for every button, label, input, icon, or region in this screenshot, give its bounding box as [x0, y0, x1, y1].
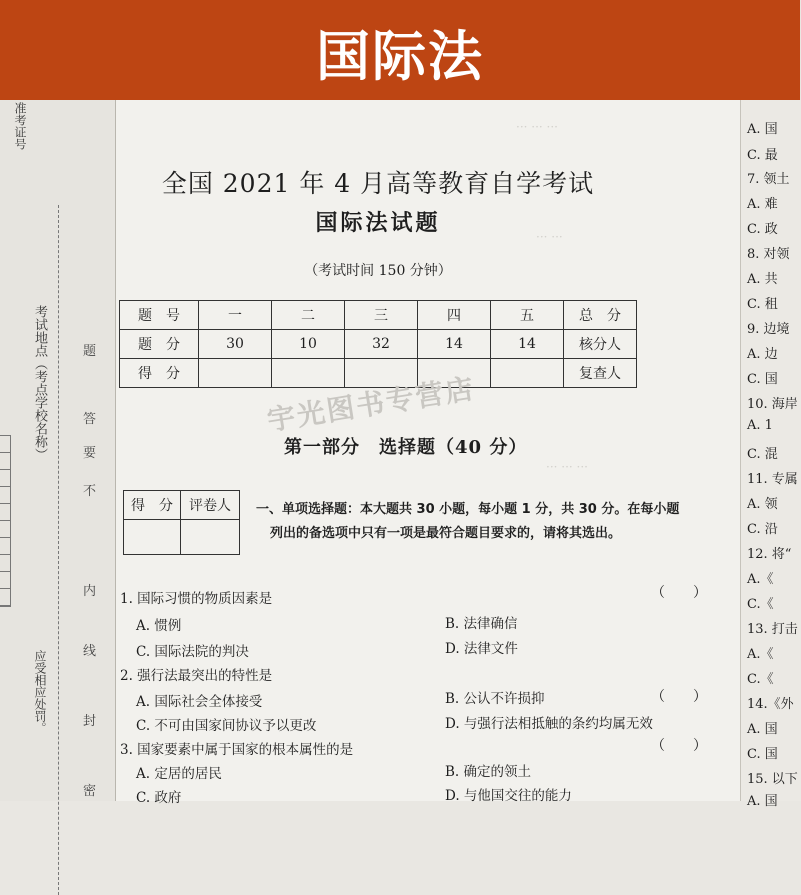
right-column-line: C.《: [747, 672, 774, 687]
right-column-line: 14.《外: [747, 697, 794, 712]
section-number: 三: [345, 301, 418, 330]
notice-word: 内: [83, 584, 97, 599]
score-cell: [199, 359, 272, 388]
option-a: A. 定居的居民: [136, 766, 222, 782]
right-column-line: A. 国: [747, 122, 778, 137]
bleed-through-text: ··· ··· ···: [546, 460, 588, 474]
option-d: D. 与强行法相抵触的条约均属无效: [445, 716, 653, 732]
right-column-line: 9. 边境: [747, 322, 790, 337]
instructions-line: 一、单项选择题：本大题共 30 小题，每小题 1 分，共 30 分。在每小题: [256, 502, 680, 517]
question-stem: 1. 国际习惯的物质因素是: [120, 591, 273, 607]
right-column-line: C. 政: [747, 222, 778, 237]
exam-page: [116, 100, 740, 806]
notice-word: 题: [83, 344, 97, 359]
exam-duration: （考试时间 150 分钟）: [304, 263, 452, 279]
section-number: 二: [272, 301, 345, 330]
right-column-line: A. 难: [747, 197, 778, 212]
seal-line: [58, 205, 59, 895]
right-column-line: A. 共: [747, 272, 778, 287]
penalty-note: 应受相应处罚。: [33, 650, 47, 734]
section-number: 一: [199, 301, 272, 330]
exam-title: 全国 2021 年 4 月高等教育自学考试: [161, 169, 595, 198]
exam-location-label: 考试地点（考点学校名称）: [32, 305, 47, 461]
section-number: 五: [491, 301, 564, 330]
option-d: D. 法律文件: [445, 641, 518, 657]
option-a: A. 国际社会全体接受: [136, 694, 263, 710]
right-column-line: A. 1: [747, 418, 773, 433]
right-column-line: C. 沿: [747, 522, 778, 537]
section-points: 14: [418, 330, 491, 359]
right-column-line: 10. 海岸: [747, 397, 798, 412]
bleed-through-text: ··· ···: [536, 230, 563, 244]
banner: [0, 0, 800, 100]
score-cell: [272, 359, 345, 388]
right-column-line: 8. 对领: [747, 247, 790, 262]
section-points: 10: [272, 330, 345, 359]
watermark: 宇光图书专营店: [264, 371, 478, 438]
section-points: 14: [491, 330, 564, 359]
right-column-line: A. 国: [747, 722, 778, 737]
checker-label: 核分人: [564, 330, 637, 359]
option-b: B. 公认不许损抑: [445, 691, 545, 707]
total-label: 总 分: [564, 301, 637, 330]
question-stem: 2. 强行法最突出的特性是: [120, 668, 273, 684]
option-c: C. 政府: [136, 790, 182, 806]
grader-cell: [181, 520, 240, 555]
next-page-column: [740, 100, 801, 809]
right-column-line: A. 边: [747, 347, 778, 362]
section-instructions: [256, 498, 726, 546]
score-table: [119, 300, 637, 388]
answer-blank: （ ）: [651, 738, 707, 754]
right-column-line: 12. 将“: [747, 547, 792, 562]
notice-word: 要: [83, 446, 97, 461]
option-d: D. 与他国交往的能力: [445, 788, 572, 804]
grader-box: [123, 490, 240, 555]
candidate-number-boxes: [0, 435, 11, 607]
right-column-line: C. 国: [747, 747, 778, 762]
notice-word: 不: [83, 484, 97, 499]
option-c: C. 国际法院的判决: [136, 644, 249, 660]
reviewer-label: 复查人: [564, 359, 637, 388]
right-column-line: A.《: [747, 572, 774, 587]
score-cell: [124, 520, 181, 555]
right-column-line: C. 国: [747, 372, 778, 387]
right-column-line: 15. 以下: [747, 772, 798, 787]
question-stem: 3. 国家要素中属于国家的根本属性的是: [120, 742, 354, 758]
answer-blank: （ ）: [651, 689, 707, 705]
part-heading: 第一部分 选择题（40 分）: [284, 437, 528, 458]
option-b: B. 确定的领土: [445, 764, 532, 780]
right-column-line: C.《: [747, 597, 774, 612]
score-row-label: 得 分: [120, 359, 199, 388]
option-c: C. 不可由国家间协议予以更改: [136, 718, 317, 734]
notice-word: 封: [83, 714, 97, 729]
section-number: 四: [418, 301, 491, 330]
binding-margin: [0, 100, 116, 801]
instructions-line: 列出的备选项中只有一项是最符合题目要求的，请将其选出。: [270, 526, 622, 541]
right-column-line: 7. 领土: [747, 172, 790, 187]
right-column-line: 11. 专属: [747, 472, 798, 487]
right-column-line: A.《: [747, 647, 774, 662]
right-column-line: A. 领: [747, 497, 778, 512]
score-cell: [491, 359, 564, 388]
option-b: B. 法律确信: [445, 616, 518, 632]
option-a: A. 惯例: [136, 618, 182, 634]
bleed-through-text: ··· ··· ···: [516, 120, 558, 134]
score-label: 得 分: [124, 491, 181, 520]
right-column-line: A. 国: [747, 794, 778, 809]
notice-word: 线: [83, 644, 97, 659]
banner-title: 国际法: [316, 25, 484, 88]
right-column-line: 13. 打击: [747, 622, 798, 637]
right-column-line: C. 混: [747, 447, 778, 462]
right-column-line: C. 租: [747, 297, 778, 312]
exam-subtitle: 国际法试题: [315, 211, 441, 236]
notice-word: 密: [83, 784, 97, 799]
grader-label: 评卷人: [181, 491, 240, 520]
section-points: 30: [199, 330, 272, 359]
score-row-label: 题 分: [120, 330, 199, 359]
score-row-label: 题 号: [120, 301, 199, 330]
section-points: 32: [345, 330, 418, 359]
candidate-number-label: 准考证号: [13, 102, 27, 150]
answer-blank: （ ）: [651, 585, 707, 601]
notice-word: 答: [83, 412, 97, 427]
right-column-line: C. 最: [747, 148, 778, 163]
